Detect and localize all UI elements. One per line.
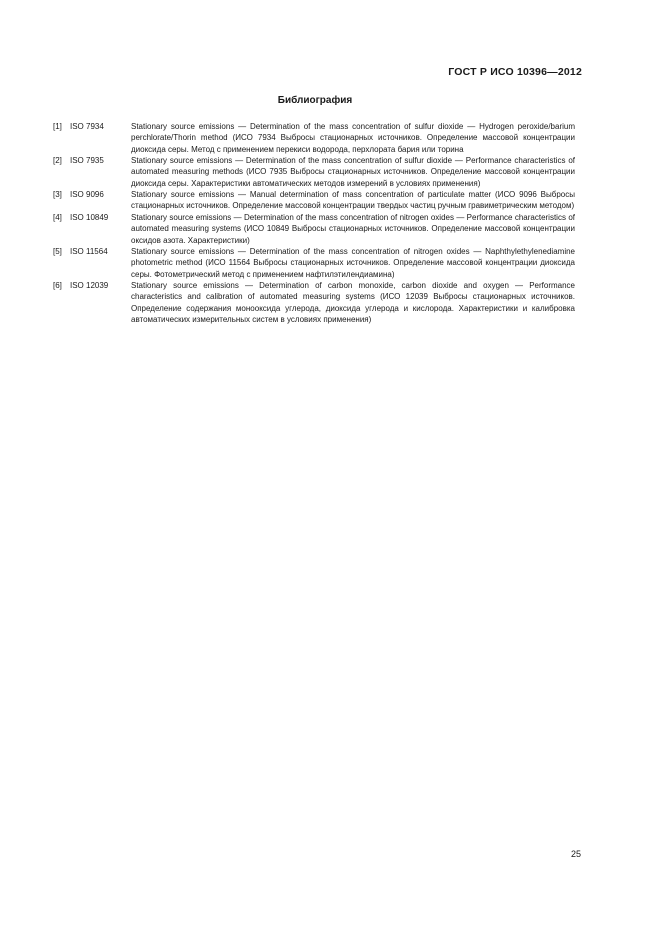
entry-number: [2] — [53, 156, 62, 166]
entry-text: Stationary source emissions — Manual determination of mass concentration of particulate matter (ИСО 9096 Выбросы стационарных источников. Определение массовой концентрации твердых частиц ручным гравиметрическим методом) — [131, 190, 575, 211]
entry-number: [6] — [53, 281, 62, 291]
bibliography-entry — [53, 189, 575, 212]
entry-text: Stationary source emissions — Determination of the mass concentration of sulfur dioxide — Hydrogen peroxide/barium perchlorate/Thorin method (ИСО 7934 Выбросы стационарных источников. Определение массовой концентрации диоксида серы. Метод с применением перекиси водорода, перхлората бария или торина — [131, 122, 575, 154]
section-title: Библиография — [277, 95, 353, 106]
entry-standard: ISO 11564 — [70, 247, 108, 257]
entry-standard: ISO 12039 — [70, 281, 109, 291]
entry-text: Stationary source emissions — Determination of the mass concentration of nitrogen oxides — Naphthylethylenediamine photometric method (ИСО 11564 Выбросы стационарных источников. Определение массовой концентрации диоксида серы. Фотометрический метод с применением нафтилэтилендиамина) — [131, 247, 575, 279]
bibliography-entry — [53, 121, 575, 155]
entry-number: [1] — [53, 122, 62, 131]
entry-number: [3] — [53, 190, 62, 200]
bibliography-list — [53, 121, 575, 325]
entry-standard: ISO 9096 — [70, 190, 104, 200]
entry-text: Stationary source emissions — Determination of the mass concentration of sulfur dioxide — Performance characteristics of automated measuring methods (ИСО 7935 Выбросы стационарных источников. Определение массовой концентрации диоксида серы. Характеристики автоматических методов измерений в условиях применения) — [131, 156, 575, 188]
entry-number: [5] — [53, 247, 62, 257]
entry-standard: ISO 7934 — [70, 122, 104, 131]
page-number: 25 — [570, 849, 581, 859]
bibliography-entry — [53, 246, 575, 280]
bibliography-entry — [53, 155, 575, 189]
standard-code: ГОСТ Р ИСО 10396—2012 — [448, 66, 582, 78]
entry-text: Stationary source emissions — Determination of carbon monoxide, carbon dioxide and oxygen — Performance characteristics and calibration of automated measuring systems (ИСО 12039 Выбросы стационарных источников. Определение содержания монооксида углерода, диоксида углерода и кислорода. Характеристики и калибровка автоматических измерительных систем в условиях применения) — [131, 281, 575, 324]
entry-standard: ISO 10849 — [70, 212, 109, 222]
entry-number: [4] — [53, 212, 62, 222]
bibliography-entry — [53, 212, 575, 246]
entry-text: Stationary source emissions — Determination of the mass concentration of nitrogen oxides — Performance characteristics of automated measuring systems (ИСО 10849 Выбросы стационарных источников. Определение массовой концентрации оксидов азота. Характеристики) — [131, 212, 575, 245]
entry-standard: ISO 7935 — [70, 156, 104, 166]
bibliography-entry — [53, 280, 575, 325]
